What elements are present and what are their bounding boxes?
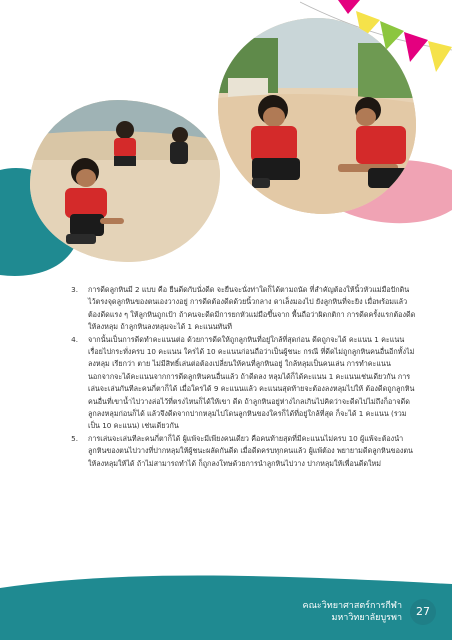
list-item — [62, 284, 416, 334]
rules-list — [62, 284, 416, 470]
list-item — [62, 433, 416, 470]
list-item-number: 4. — [71, 334, 78, 344]
footer-university: มหาวิทยาลัยบูรพา — [331, 613, 402, 623]
document-body — [62, 284, 416, 470]
list-item-number: 5. — [71, 433, 78, 443]
list-item-text: การดีดลูกหินมี 2 แบบ คือ ยืนดีดกับนั่งดีด จะยืนจะนั่งท่าใดก็ได้ตามถนัด ที่สำคัญต้องให้นิ้วหัวแม่มือปักดิน ไว้ตรงจุดลูกหินของตนเองวางอยู่ การดีดต้องดีดด้วยนิ้วกลาง ดาเล็งมองไป ยังลูกหินที่จะยิง เมื่อพร้อมแล้วต้องดีดแรง ๆ ให้ลูกหินถูกเป้า ถ้าคนจะดีดมีการยกหัวแม่มือขึ้นจาก พื้นถือว่าผิดกติกา การดีดครั้งแรกต้องดีดให้ลงหลุม ถ้าลูกหินลงหลุมจะได้ 1 คะแนนทันที — [88, 285, 416, 332]
list-item-number: 3. — [71, 285, 78, 294]
flag-yellow-2 — [428, 41, 452, 72]
page-number-badge: 27 — [410, 599, 436, 625]
footer-faculty: คณะวิทยาศาสตร์การกีฬา — [302, 601, 402, 611]
photo-kids-playing-marbles-left — [30, 100, 220, 262]
list-item — [62, 334, 416, 433]
list-item-text: การเล่นจะเล่นทีละคนกี่ตาก็ได้ ผู้แพ้จะมีเพียงคนเดียว คือคนท้ายสุดที่มีคะแนนไม่ครบ 10 ผู้แพ้จะต้องนำลูกหินของตนไปวางที่ปากหลุมให้ผู้ชนะผลัดกันดีด เมื่อดีดครบทุกคนแล้ว ผู้แพ้ต้อง พยายามดีดลูกหินของตนให้ลงหลุมให้ได้ ถ้าไม่สามารถทำได้ ก็ถูกลงโทษด้วยการนำลูกหินไปวาง ปากหลุมให้เพื่อนดีดใหม่ — [88, 433, 413, 468]
footer-title — [303, 600, 402, 624]
flag-magenta-2 — [404, 32, 428, 62]
list-item-text: จากนั้นเป็นการดีดทำคะแนนต่อ ด้วยการดีดให้ถูกลูกหินที่อยู่ใกล้ที่สุดก่อน ดีดถูกจะได้ คะแนน 1 คะแนน เรื่อยไปกระทั่งครบ 10 คะแนน ใครได้ 10 คะแนนก่อนถือว่าเป็นผู้ชนะ กรณี ที่ดีดไม่ถูกลูกหินคนอื่นอีกทั้งไม่ลงหลุม เรียกว่า ตาย ไม่มีสิทธิ์เล่นต่อต้องเปลี่ยนให้คนที่ลูกหินอยู่ ใกล้หลุมเป็นคนเล่น การทำคะแนนนอกจากจะได้คะแนนจากการดีดลูกหินคนอื่นแล้ว ถ้าดีดลง หลุมได้ก็ได้คะแนน 1 คะแนนเช่นเดียวกัน การเล่นจะเล่นกันทีละคนกี่ตาก็ได้ เมื่อใครได้ 9 คะแนนแล้ว คะแนนสุดท้ายจะต้องลงหลุมไปให้ ต้องดีดถูกลูกหินคนอื่นที่เขาน้ำไปวางล่อไว้ที่ตรงไหนก็ได้ให้เขา ดีด ถ้าลูกหินอยู่ห่างไกลเกินไปคิดว่าจะดีดไปไม่ถึงก็อาจดีดลูกลงหลุมก่อนก็ได้ แล้วจึงดีดจากปากหลุมไปโดนลูกหินของใครก็ได้ที่อยู่ใกล้ที่สุด ก็จะได้ 1 คะแนน (รวมเป็น 10 คะแนน) เช่นเดียวกัน — [88, 334, 415, 431]
